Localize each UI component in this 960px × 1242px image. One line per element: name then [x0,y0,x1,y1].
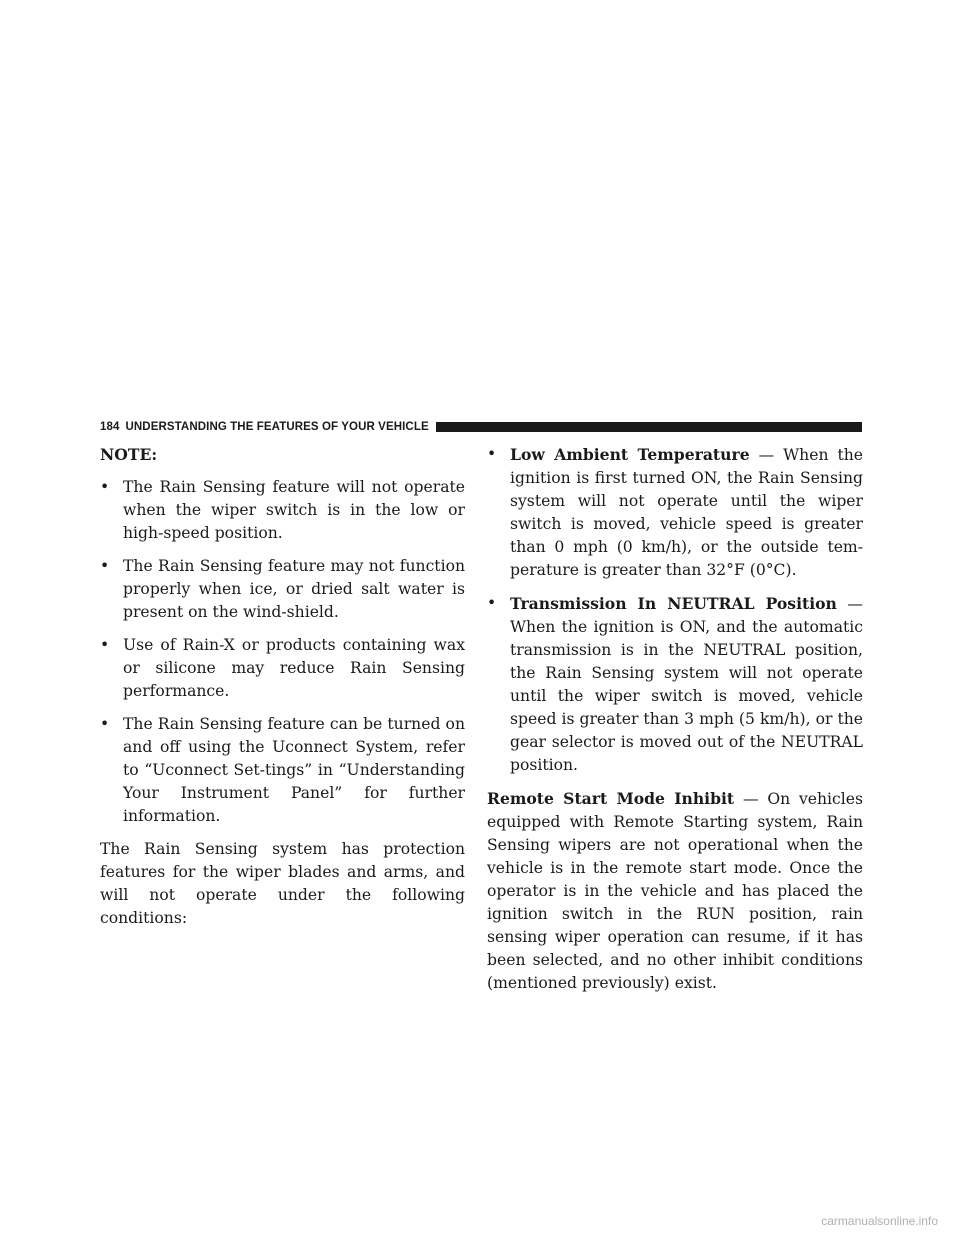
footer-url: carmanualsonline.info [821,1214,938,1228]
list-item [100,634,465,703]
list-item-text [510,443,863,582]
body-paragraph: The Rain Sensing system has protection features for the wiper blades and arms, and will not operate under the following conditions: [100,840,465,927]
list-item [487,443,863,582]
list-item-text [510,592,863,777]
list-item-text: The Rain Sensing feature can be turned on and off using the Uconnect System, refer to “Uconnect Set-tings” in “Understanding Your Instrument Panel” for further information. [123,715,465,825]
condition-term: Low Ambient Temperature [510,445,750,464]
note-heading: NOTE: [100,445,158,464]
list-item-text: The Rain Sensing feature may not function properly when ice, or dried salt water is present on the wind-shield. [123,557,465,621]
condition-term: Transmission In NEUTRAL Position [510,594,837,613]
chapter-title: UNDERSTANDING THE FEATURES OF YOUR VEHICLE [125,421,429,433]
header-rule [436,422,862,432]
condition-description: — When the ignition is first turned ON, the Rain Sensing system will not operate until the wiper switch is moved, vehicle speed is greater than 0 mph (0 km/h), or the outside tem-perature is greater than 32°F (0°C). [510,446,863,579]
bullet-icon: • [100,478,110,496]
bullet-icon: • [100,557,110,575]
list-item [100,555,465,624]
bullet-icon: • [487,445,497,463]
left-column [100,443,465,930]
bullet-icon: • [100,715,110,733]
body-paragraph [487,787,863,995]
list-item [100,476,465,545]
condition-description: — When the ignition is ON, and the automatic transmission is in the NEUTRAL position, the Rain Sensing system will not operate until the wiper switch is moved, vehicle speed is greater than 3 mph (5 km/h), or the gear selector is moved out of the NEUTRAL position. [510,595,863,774]
bullet-icon: • [100,636,110,654]
list-item-text: The Rain Sensing feature will not operate when the wiper switch is in the low or high-speed position. [123,478,465,542]
paragraph-term: Remote Start Mode Inhibit [487,789,735,808]
page-header [100,419,862,435]
list-item [487,592,863,777]
list-item [100,713,465,828]
list-item-text: Use of Rain-X or products containing wax or silicone may reduce Rain Sensing performance. [123,636,465,700]
bullet-icon: • [487,594,497,612]
page-number: 184 [100,421,120,433]
paragraph-text: — On vehicles equipped with Remote Starting system, Rain Sensing wipers are not operational when the vehicle is in the remote start mode. Once the operator is in the vehicle and has placed the ignition switch in the RUN position, rain sensing wiper operation can resume, if it has been selected, and no other inhibit conditions (mentioned previously) exist. [487,790,863,992]
right-column [487,443,863,995]
